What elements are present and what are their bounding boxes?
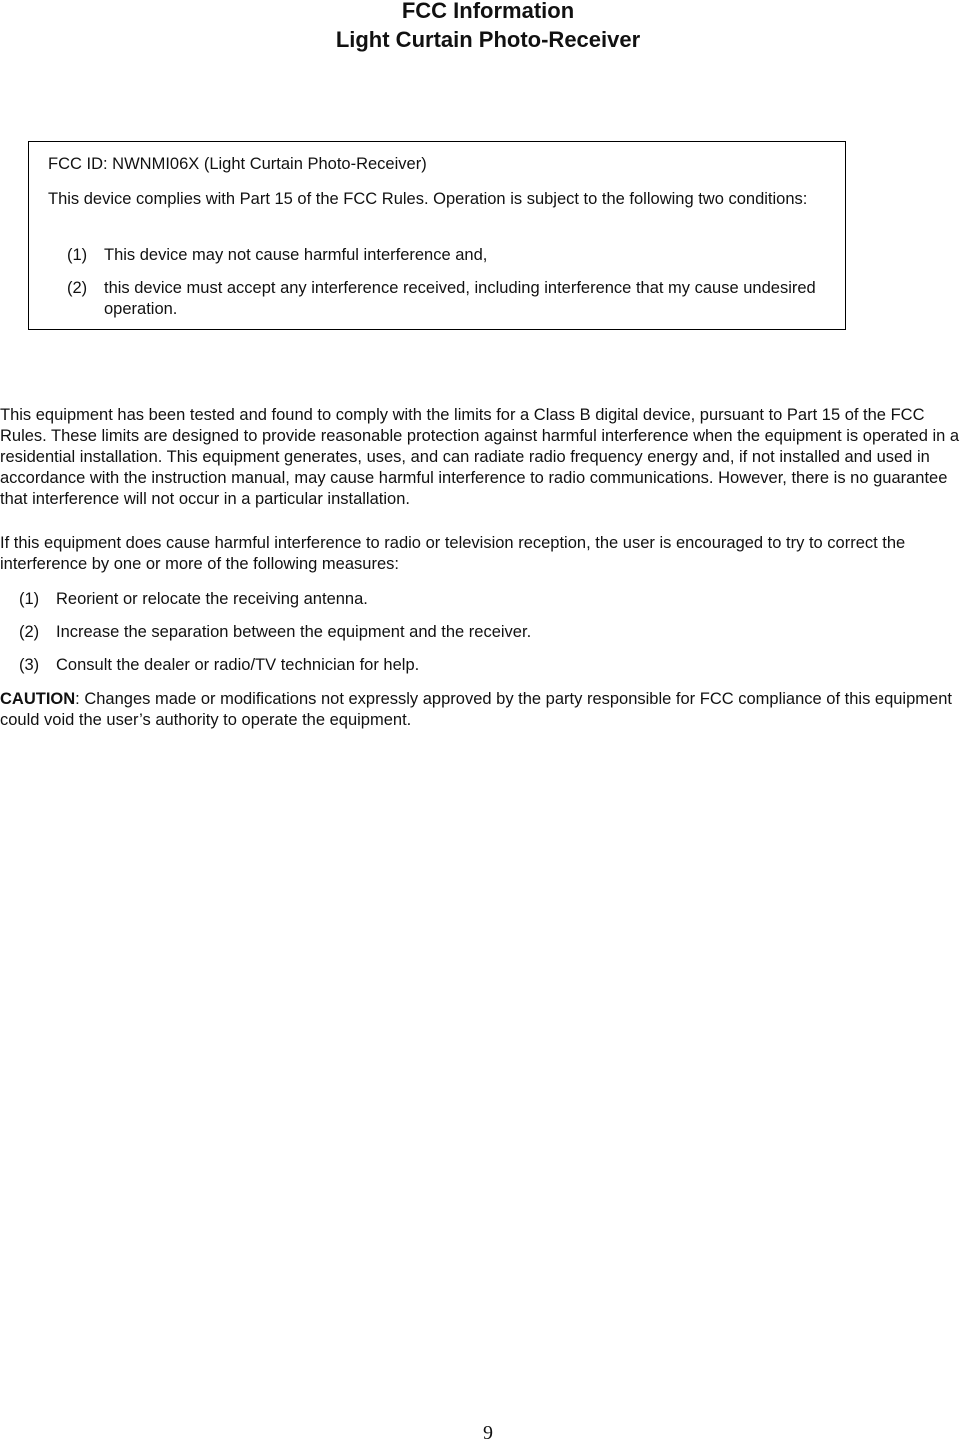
fcc-id: FCC ID: NWNMI06X (Light Curtain Photo-Receiver) xyxy=(48,155,427,173)
fcc-compliance-box xyxy=(28,141,846,330)
measure-number: (3) xyxy=(19,656,40,674)
measure-number: (1) xyxy=(19,590,40,608)
compliance-statement: This device complies with Part 15 of the FCC Rules. Operation is subject to the following two conditions: xyxy=(48,190,808,208)
condition-item xyxy=(67,245,837,266)
measure-text: Reorient or relocate the receiving antenna. xyxy=(56,590,368,608)
class-b-paragraph: This equipment has been tested and found to comply with the limits for a Class B digital device, pursuant to Part 15 of the FCC Rules. These limits are designed to provide reasonable protection against harmful interference when the equipment is operated in a residential installation. This equipment generates, uses, and can radiate radio frequency energy and, if not installed and used in accordance with the instruction manual, may cause harmful interference to radio communications. However, there is no guarantee that interference will not occur in a particular installation. xyxy=(0,406,960,508)
caution-label: CAUTION xyxy=(0,690,76,708)
measure-text: Consult the dealer or radio/TV technician for help. xyxy=(56,656,420,674)
condition-text: this device must accept any interference received, including interference that my cause undesired operation. xyxy=(104,279,816,318)
page-title: FCC Information xyxy=(401,0,575,23)
measure-text: Increase the separation between the equipment and the receiver. xyxy=(56,623,532,641)
measure-item xyxy=(19,655,949,676)
page-number: 9 xyxy=(483,1422,493,1444)
page-subtitle: Light Curtain Photo-Receiver xyxy=(335,27,641,52)
caution-text: : Changes made or modifications not expressly approved by the party responsible for FCC compliance of this equipment could void the user’s authority to operate the equipment. xyxy=(0,690,952,729)
condition-text: This device may not cause harmful interference and, xyxy=(104,246,488,264)
caution-paragraph xyxy=(0,689,966,731)
interference-paragraph: If this equipment does cause harmful interference to radio or television reception, the user is encouraged to try to correct the interference by one or more of the following measures: xyxy=(0,534,906,573)
measure-item xyxy=(19,589,949,610)
condition-number: (2) xyxy=(67,279,88,297)
measure-item xyxy=(19,622,949,643)
condition-item xyxy=(67,278,837,320)
measure-number: (2) xyxy=(19,623,40,641)
condition-number: (1) xyxy=(67,246,88,264)
